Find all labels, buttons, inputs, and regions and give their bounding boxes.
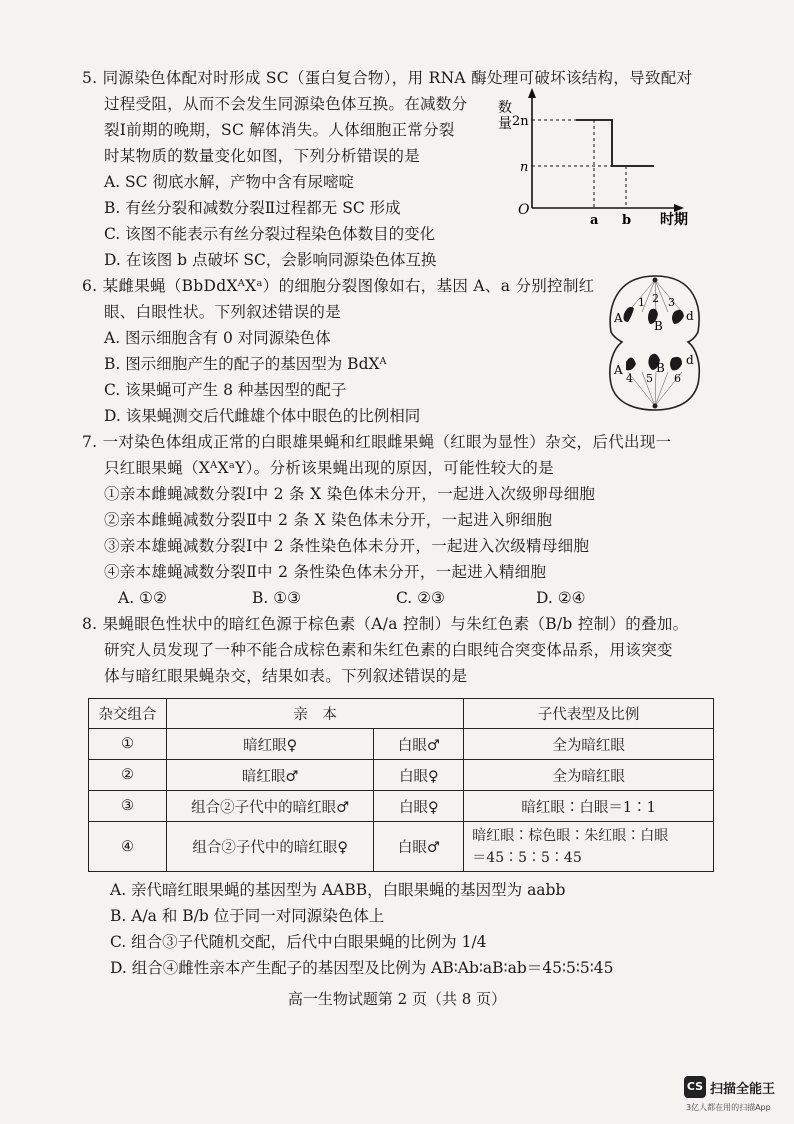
q5-line-4: 时某物质的数量变化如图，下列分析错误的是 bbox=[104, 147, 421, 165]
q5-option-d: D. 在该图 b 点破坏 SC，会影响同源染色体互换 bbox=[104, 251, 437, 269]
q8-option-b: B. A/a 和 B/b 位于同一对同源染色体上 bbox=[110, 907, 385, 925]
q5-option-c: C. 该图不能表示有丝分裂过程染色体数目的变化 bbox=[104, 225, 436, 243]
offspring-result: 全为暗红眼 bbox=[464, 729, 714, 760]
header-offspring: 子代表型及比例 bbox=[464, 699, 714, 729]
q6-option-d: D. 该果蝇测交后代雌雄个体中眼色的比例相同 bbox=[104, 407, 421, 425]
table-header-row bbox=[89, 699, 714, 729]
parent-2: 白眼♂ bbox=[374, 822, 464, 872]
q5-option-b: B. 有丝分裂和减数分裂Ⅱ过程都无 SC 形成 bbox=[104, 199, 401, 217]
q5-line-3: 裂Ⅰ前期的晚期，SC 解体消失。人体细胞正常分裂 bbox=[104, 121, 455, 139]
x-tick-b: b bbox=[622, 213, 632, 228]
q8-option-c: C. 组合③子代随机交配，后代中白眼果蝇的比例为 1/4 bbox=[110, 933, 487, 951]
offspring-result: 暗红眼∶白眼＝1∶1 bbox=[464, 791, 714, 822]
q7-statement-2: ②亲本雌蝇减数分裂Ⅱ中 2 条 X 染色体未分开，一起进入卵细胞 bbox=[104, 511, 553, 529]
q7-choice-b: B. ①③ bbox=[252, 589, 302, 607]
watermark-subtitle: 3亿人都在用的扫描App bbox=[686, 1103, 771, 1112]
q6-line-1: 6. 某雌果蝇（BbDdXᴬXᵃ）的细胞分裂图像如右，基因 A、a 分别控制红 bbox=[82, 277, 595, 295]
row-id: ④ bbox=[89, 822, 167, 872]
parent-2: 白眼♀ bbox=[374, 791, 464, 822]
q7-statement-4: ④亲本雄蝇减数分裂Ⅱ中 2 条性染色体未分开，一起进入精细胞 bbox=[104, 563, 547, 581]
chromosome-label-4: 4 bbox=[626, 372, 633, 385]
chromosome-label-5: 5 bbox=[646, 372, 653, 385]
y-axis-label bbox=[498, 99, 512, 132]
y-axis-label-char-1: 数 bbox=[498, 100, 512, 116]
offspring-result bbox=[464, 822, 714, 872]
parent-1: 组合②子代中的暗红眼♀ bbox=[166, 822, 374, 872]
parent-1: 暗红眼♂ bbox=[166, 760, 374, 791]
offspring-result-line-2: ＝45∶5∶5∶45 bbox=[472, 849, 582, 866]
watermark-title: 扫描全能王 bbox=[710, 1082, 776, 1097]
camscanner-logo-icon: CS bbox=[684, 1076, 706, 1098]
gene-label-b-top: B bbox=[654, 319, 663, 333]
parent-2: 白眼♂ bbox=[374, 729, 464, 760]
header-cross-combination: 杂交组合 bbox=[89, 699, 167, 729]
x-tick-a: a bbox=[590, 213, 599, 228]
q5-option-a: A. SC 彻底水解，产物中含有尿嘧啶 bbox=[104, 173, 354, 191]
q5-line-2: 过程受阻，从而不会发生同源染色体互换。在减数分 bbox=[104, 95, 468, 113]
origin-label: O bbox=[518, 202, 530, 218]
table-row bbox=[89, 729, 714, 760]
q6-option-c: C. 该果蝇可产生 8 种基因型的配子 bbox=[104, 381, 347, 399]
chromosome-label-3: 3 bbox=[668, 296, 675, 309]
offspring-result: 全为暗红眼 bbox=[464, 760, 714, 791]
gene-label-d-bottom: d bbox=[686, 353, 694, 367]
chromosome-label-6: 6 bbox=[674, 372, 681, 385]
q7-choice-d: D. ②④ bbox=[536, 589, 586, 607]
row-id: ③ bbox=[89, 791, 167, 822]
parent-1: 组合②子代中的暗红眼♂ bbox=[166, 791, 374, 822]
cross-results-table bbox=[88, 698, 714, 872]
q8-option-a: A. 亲代暗红眼果蝇的基因型为 AABB，白眼果蝇的基因型为 aabb bbox=[110, 881, 566, 899]
offspring-result-line-1: 暗红眼∶棕色眼∶朱红眼∶白眼 bbox=[472, 827, 669, 844]
q6-option-b: B. 图示细胞产生的配子的基因型为 BdXᴬ bbox=[104, 355, 387, 373]
q5-quantity-graph bbox=[488, 84, 710, 230]
table-row bbox=[89, 791, 714, 822]
y-axis-label-char-2: 量 bbox=[498, 116, 512, 132]
header-parents: 亲 本 bbox=[166, 699, 463, 729]
q7-line-2: 只红眼果蝇（XᴬXᵃY）。分析该果蝇出现的原因，可能性较大的是 bbox=[104, 459, 554, 477]
q5-line-1: 5. 同源染色体配对时形成 SC（蛋白复合物），用 RNA 酶处理可破坏该结构，导致配对 bbox=[82, 69, 693, 87]
y-tick-n: n bbox=[520, 160, 529, 175]
q8-line-2: 研究人员发现了一种不能合成棕色素和朱红色素的白眼纯合突变体品系，用该突变 bbox=[104, 641, 673, 659]
parent-1: 暗红眼♀ bbox=[166, 729, 374, 760]
q8-option-d: D. 组合④雌性亲本产生配子的基因型及比例为 AB∶Ab∶aB∶ab＝45∶5∶5∶45 bbox=[110, 959, 614, 977]
y-tick-2n: 2n bbox=[512, 114, 529, 129]
gene-label-b-bottom: B bbox=[656, 361, 665, 375]
q7-choice-c: C. ②③ bbox=[396, 589, 445, 607]
q7-line-1: 7. 一对染色体组成正常的白眼雄果蝇和红眼雌果蝇（红眼为显性）杂交，后代出现一 bbox=[82, 433, 672, 451]
q6-option-a: A. 图示细胞含有 0 对同源染色体 bbox=[104, 329, 331, 347]
q8-line-3: 体与暗红眼果蝇杂交，结果如表。下列叙述错误的是 bbox=[104, 667, 468, 685]
gene-label-a-top: A bbox=[614, 311, 623, 325]
q7-statement-3: ③亲本雄蝇减数分裂Ⅰ中 2 条性染色体未分开，一起进入次级精母细胞 bbox=[104, 537, 590, 555]
page-footer: 高一生物试题第 2 页（共 8 页） bbox=[287, 990, 507, 1008]
row-id: ② bbox=[89, 760, 167, 791]
chromosome-label-1: 1 bbox=[638, 296, 645, 309]
q7-statement-1: ①亲本雌蝇减数分裂Ⅰ中 2 条 X 染色体未分开，一起进入次级卵母细胞 bbox=[104, 485, 596, 503]
q8-line-1: 8. 果蝇眼色性状中的暗红色源于棕色素（A/a 控制）与朱红色素（B/b 控制）的叠加。 bbox=[82, 615, 689, 633]
gene-label-d-top: d bbox=[686, 309, 694, 323]
q6-line-2: 眼、白眼性状。下列叙述错误的是 bbox=[104, 303, 342, 321]
gene-label-a-bottom: A bbox=[614, 363, 623, 377]
q7-choice-a: A. ①② bbox=[118, 589, 167, 607]
chromosome-label-2: 2 bbox=[652, 292, 659, 305]
row-id: ① bbox=[89, 729, 167, 760]
table-row bbox=[89, 760, 714, 791]
parent-2: 白眼♀ bbox=[374, 760, 464, 791]
q6-cell-division-figure bbox=[604, 272, 706, 412]
table-row bbox=[89, 822, 714, 872]
x-axis-label: 时期 bbox=[660, 212, 688, 228]
